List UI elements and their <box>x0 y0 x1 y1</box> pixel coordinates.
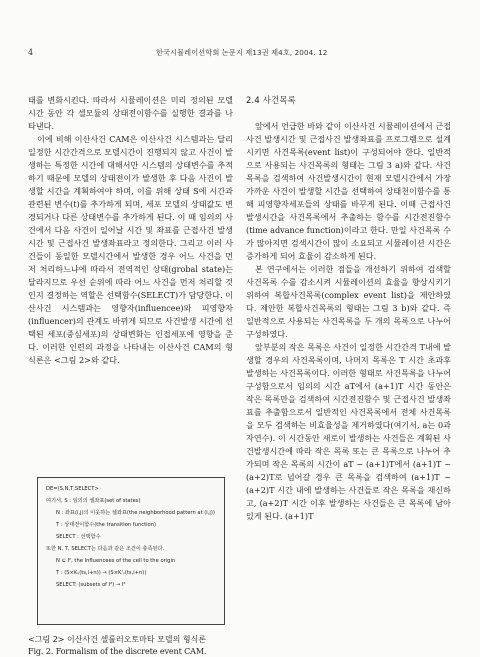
left-paragraph-2: 이에 비해 이산사건 CAM은 이산사건 시스템과는 달리 일정한 시간간격으로 모델시간이 진행되지 않고 사건이 발생하는 특정한 시간에 대해서만 시스템의 상태변수를 추적하기 때문에 모델의 상태전이가 발생한 후 다음 사건이 발생할 시간을 계획하여야 하며, 이를 위해 상태 S에 시간과 관련된 변수(t)를 추가하게 되며, 세포 모델의 상태값도 변경되거나 다른 상태변수를 추가하게 된다. 이 때 임의의 사건에서 다음 사건이 일어날 시간 및 좌표를 근접사건 발생시간 및 근접사건 발생좌표라고 정의한다. 그리고 이러 사건들이 동일한 모델시간에서 발생한 경우 어느 사건을 먼저 처리하느냐에 따라서 전역적인 상태(grobal state)는 달라지므로 우선 순위에 따라 어느 사건을 먼저 처리할 것인지 결정하는 역할은 선택함수(SELECT)가 담당한다. 이산사건 시스템과는 영향자(influencee)와 피영향자(influencer)의 관계도 바뀌게 되므로 사건발생 시간에 선택된 세포(중심세포)의 상태변화는 인접세포에 영향을 준다. 이러한 인련의 과정을 나타내는 이산사건 CAM의 형식론은 <그림 2>와 같다. <box>28 134 233 365</box>
figure-line-t: T : 상태전이함수(the transition function) <box>56 522 157 528</box>
journal-running-title: 한국시뮬레이션학회 논문지 제13권 제4호, 2004. 12 <box>156 48 328 57</box>
left-paragraph-1: 태를 변화시킨다. 따라서 시뮬레이션은 미리 정의된 모델시간 동안 각 셀모듈의 상태전이함수를 실행한 결과를 나타낸다. <box>28 95 233 131</box>
figure-line-s: 여기서, S : 임의의 셀좌표(set of states) <box>46 498 141 504</box>
figure-line-n: N : 좌표(i,j)의 이웃하는 셀좌표(the neighborhood pattern at (i,j)) <box>56 510 215 516</box>
section-heading-event-list: 2.4 사건목록 <box>246 95 296 105</box>
left-column <box>28 94 233 367</box>
figure-line-n-subset: N ⊆ I², the Influencees of the cell to the origin <box>56 558 176 564</box>
figure-2-formalism-box <box>37 477 225 625</box>
figure-line-select: SELECT : 선택함수 <box>56 534 101 540</box>
figure-line-select-mapping: SELECT: (subsets of I²) → I² <box>56 582 126 588</box>
figure-line-definition: DE=(S,N,T,SELECT> <box>46 486 99 492</box>
right-paragraph-1: 앞에서 언급한 바와 같이 이산사건 시뮬레이션에서 근접사건 발생시간 및 근접사건 발생좌표를 프로그램으로 설계시키면 사건목록(event list)이 구성되어야 한다. 일반적으로 사용되는 사건목록의 형태는 그림 3 a)와 같다. 사건목록을 검색하여 사건발생시간이 현재 모델시간에서 가장 가까운 사건이 발생할 시간을 선택하여 상태천이함수를 통해 피영향자세포들의 상태를 바꾸게 된다. 이때 근접사건 발생시간을 사건목록에서 추출하는 함수를 시간전진함수(time advance function)이라고 한다. 만일 사건목록 수가 많아지면 검색시간이 많이 소요되고 시뮬레이션 시간은 증가하게 되어 효율이 감소하게 된다. <box>246 121 451 261</box>
right-paragraph-2: 본 연구에서는 이러한 점들을 개선하기 위하여 검색할 사건목록 수를 감소시켜 시뮬레이션의 효율을 향상시키기 위하여 복합사건목록(complex event list)을 제안하였다. 제안한 복합사건목록의 형태는 그림 3 b)와 같다. 즉 일반적으로 사용되는 사건목록을 두 개의 목록으로 나누어 구성하였다. <box>246 264 451 339</box>
right-paragraph-3: 앞부분의 작은 목록은 사건이 일정한 시간간격 T내에 발생할 경우의 사건목록이며, 나머지 목록은 T 시간 초과후 발생하는 사건목록이다. 이러한 형태로 사건목록을 나누어 구성함으로서 임의의 시간 aT에서 (a+1)T 시간 동안은 작은 목록만을 검색하여 시간전진함수 및 근접사건 발생좌표를 추출함으로서 일반적인 사건목록에서 전체 사건목록을 모두 검색하는 비효율성을 제거하였다(여기서, a는 0과 자연수). 이 시간동안 새로이 발생하는 사건들은 계획된 사건발생시간에 따라 작은 목록 또는 큰 목록으로 나누어 추가되며 작은 목록의 시간이 aT ~ (a+1)T에서 (a+1)T ~ (a+2)T로 넘어갈 경우 큰 목록을 검색하여 (a+1)T ~ (a+2)T 시간 내에 발생하는 사건들로 작은 목록을 재신하고, (a+2)T 시간 이후 발생하는 사건들은 큰 목록에 남아있게 된다. (a+1)T <box>246 342 451 521</box>
right-column <box>246 94 451 523</box>
figure-line-t-mapping: T : (S×Kᵧ(ts,i+n)) → (S×K'ᵧ(ts,i+n)) <box>56 570 147 576</box>
page-header <box>28 48 460 60</box>
figure-caption-english: Fig. 2. Formalism of the discrete event CAM. <box>28 647 207 656</box>
page-number: 4 <box>28 48 34 57</box>
figure-2-captions <box>28 634 236 657</box>
figure-caption-korean: <그림 2> 이산사건 셀룰러오토마타 모델의 형식론 <box>28 635 207 644</box>
figure-line-condition: 또한 N, T, SELECT는 다음과 같은 조건이 충족된다. <box>46 546 165 552</box>
